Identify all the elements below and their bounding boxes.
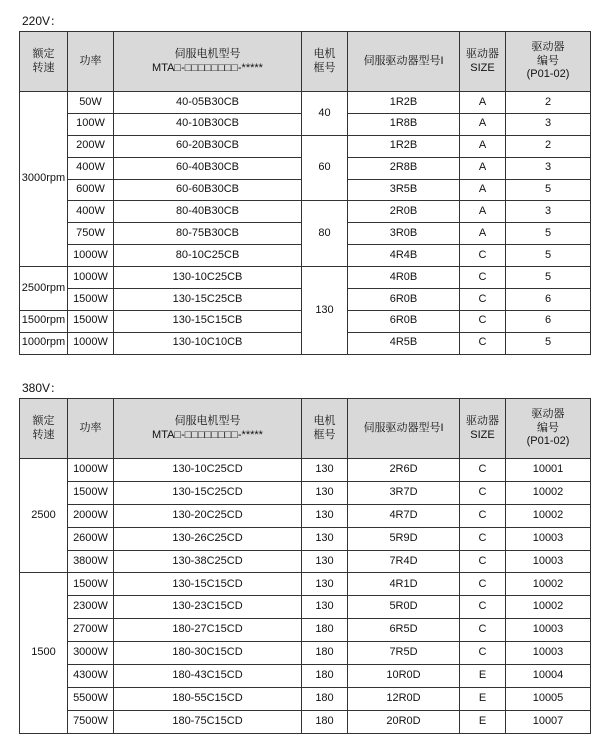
driver-size-cell: C bbox=[460, 573, 506, 596]
driver-code-cell: 6 bbox=[506, 310, 591, 332]
driver-code-cell: 10001 bbox=[506, 459, 591, 482]
power-cell: 100W bbox=[68, 113, 114, 135]
power-cell: 1500W bbox=[68, 573, 114, 596]
frame-cell: 180 bbox=[302, 665, 348, 688]
motor-model-cell: 130-10C10CB bbox=[114, 332, 302, 354]
section-title-380v: 380V： bbox=[22, 381, 63, 395]
table-row bbox=[20, 459, 591, 482]
header-driver-code: 驱动器 编号 (P01-02) bbox=[506, 399, 591, 459]
header-driver-model: 伺服驱动器型号I bbox=[348, 32, 460, 92]
driver-code-cell: 10002 bbox=[506, 596, 591, 619]
driver-size-cell: A bbox=[460, 201, 506, 223]
header-power: 功率 bbox=[68, 399, 114, 459]
power-cell: 400W bbox=[68, 157, 114, 179]
driver-size-cell: C bbox=[460, 289, 506, 311]
driver-model-cell: 2R8B bbox=[348, 157, 460, 179]
driver-model-cell: 1R2B bbox=[348, 92, 460, 114]
motor-model-cell: 130-38C25CD bbox=[114, 550, 302, 573]
driver-code-cell: 3 bbox=[506, 113, 591, 135]
power-cell: 2600W bbox=[68, 527, 114, 550]
driver-model-cell: 5R9D bbox=[348, 527, 460, 550]
driver-code-cell: 10003 bbox=[506, 527, 591, 550]
driver-model-cell: 3R5B bbox=[348, 179, 460, 201]
power-cell: 1000W bbox=[68, 332, 114, 354]
driver-model-cell: 4R0B bbox=[348, 267, 460, 289]
frame-cell: 180 bbox=[302, 687, 348, 710]
driver-size-cell: C bbox=[460, 550, 506, 573]
table-row bbox=[20, 527, 591, 550]
header-motor-model bbox=[114, 399, 302, 459]
motor-model-cell: 130-23C15CD bbox=[114, 596, 302, 619]
rated-speed-cell: 2500rpm bbox=[20, 267, 68, 311]
power-cell: 2700W bbox=[68, 619, 114, 642]
frame-cell: 130 bbox=[302, 504, 348, 527]
driver-model-cell: 20R0D bbox=[348, 710, 460, 733]
table-row bbox=[20, 504, 591, 527]
frame-cell: 130 bbox=[302, 481, 348, 504]
table-row bbox=[20, 267, 591, 289]
driver-code-cell: 10004 bbox=[506, 665, 591, 688]
motor-model-cell: 80-75B30CB bbox=[114, 223, 302, 245]
driver-size-cell: E bbox=[460, 710, 506, 733]
power-cell: 1500W bbox=[68, 310, 114, 332]
driver-size-cell: A bbox=[460, 113, 506, 135]
frame-cell: 130 bbox=[302, 459, 348, 482]
header-motor-model-label: 伺服电机型号 bbox=[174, 414, 241, 427]
rated-speed-cell: 1000rpm bbox=[20, 332, 68, 354]
driver-code-cell: 5 bbox=[506, 223, 591, 245]
driver-model-cell: 6R0B bbox=[348, 289, 460, 311]
motor-model-cell: 130-26C25CD bbox=[114, 527, 302, 550]
table-row bbox=[20, 619, 591, 642]
power-cell: 2300W bbox=[68, 596, 114, 619]
motor-model-cell: 180-55C15CD bbox=[114, 687, 302, 710]
frame-cell: 180 bbox=[302, 642, 348, 665]
motor-model-cell: 180-75C15CD bbox=[114, 710, 302, 733]
driver-size-cell: C bbox=[460, 245, 506, 267]
driver-model-cell: 6R5D bbox=[348, 619, 460, 642]
motor-model-cell: 130-15C25CD bbox=[114, 481, 302, 504]
header-driver-model: 伺服驱动器型号I bbox=[348, 399, 460, 459]
power-cell: 3000W bbox=[68, 642, 114, 665]
driver-model-cell: 4R4B bbox=[348, 245, 460, 267]
driver-size-cell: C bbox=[460, 332, 506, 354]
power-cell: 200W bbox=[68, 135, 114, 157]
header-rated-speed: 额定 转速 bbox=[20, 399, 68, 459]
driver-code-cell: 2 bbox=[506, 135, 591, 157]
header-driver-code: 驱动器 编号 (P01-02) bbox=[506, 32, 591, 92]
motor-model-cell: 180-27C15CD bbox=[114, 619, 302, 642]
driver-size-cell: C bbox=[460, 619, 506, 642]
motor-model-cell: 130-10C25CB bbox=[114, 267, 302, 289]
frame-cell: 130 bbox=[302, 596, 348, 619]
power-cell: 7500W bbox=[68, 710, 114, 733]
driver-model-cell: 3R7D bbox=[348, 481, 460, 504]
driver-size-cell: E bbox=[460, 665, 506, 688]
frame-cell: 130 bbox=[302, 527, 348, 550]
power-cell: 600W bbox=[68, 179, 114, 201]
driver-model-cell: 10R0D bbox=[348, 665, 460, 688]
driver-code-cell: 10002 bbox=[506, 504, 591, 527]
rated-speed-cell: 1500rpm bbox=[20, 310, 68, 332]
driver-size-cell: A bbox=[460, 92, 506, 114]
driver-model-cell: 7R4D bbox=[348, 550, 460, 573]
table-row bbox=[20, 596, 591, 619]
motor-model-cell: 130-15C25CB bbox=[114, 289, 302, 311]
rated-speed-cell: 3000rpm bbox=[20, 92, 68, 267]
driver-model-cell: 4R5B bbox=[348, 332, 460, 354]
header-rated-speed: 额定 转速 bbox=[20, 32, 68, 92]
driver-size-cell: A bbox=[460, 157, 506, 179]
driver-model-cell: 1R8B bbox=[348, 113, 460, 135]
driver-code-cell: 10003 bbox=[506, 550, 591, 573]
table-row bbox=[20, 135, 591, 157]
motor-model-cell: 130-10C25CD bbox=[114, 459, 302, 482]
driver-size-cell: C bbox=[460, 504, 506, 527]
frame-cell: 130 bbox=[302, 573, 348, 596]
driver-size-cell: C bbox=[460, 459, 506, 482]
motor-model-cell: 60-60B30CB bbox=[114, 179, 302, 201]
driver-size-cell: A bbox=[460, 179, 506, 201]
driver-code-cell: 10003 bbox=[506, 642, 591, 665]
driver-code-cell: 2 bbox=[506, 92, 591, 114]
motor-model-cell: 180-30C15CD bbox=[114, 642, 302, 665]
motor-model-cell: 80-40B30CB bbox=[114, 201, 302, 223]
header-row bbox=[20, 32, 591, 92]
power-cell: 1000W bbox=[68, 267, 114, 289]
section-title-220v: 220V： bbox=[22, 14, 63, 28]
motor-model-cell: 130-15C15CB bbox=[114, 310, 302, 332]
power-cell: 1500W bbox=[68, 289, 114, 311]
motor-model-cell: 40-05B30CB bbox=[114, 92, 302, 114]
power-cell: 750W bbox=[68, 223, 114, 245]
frame-cell: 60 bbox=[302, 135, 348, 201]
driver-size-cell: C bbox=[460, 267, 506, 289]
power-cell: 1500W bbox=[68, 481, 114, 504]
power-cell: 1000W bbox=[68, 245, 114, 267]
frame-cell: 40 bbox=[302, 92, 348, 136]
driver-size-cell: C bbox=[460, 481, 506, 504]
power-cell: 1000W bbox=[68, 459, 114, 482]
frame-cell: 180 bbox=[302, 619, 348, 642]
driver-code-cell: 5 bbox=[506, 267, 591, 289]
motor-model-cell: 130-15C15CD bbox=[114, 573, 302, 596]
driver-size-cell: E bbox=[460, 687, 506, 710]
motor-model-cell: 180-43C15CD bbox=[114, 665, 302, 688]
driver-size-cell: A bbox=[460, 135, 506, 157]
motor-model-cell: 60-20B30CB bbox=[114, 135, 302, 157]
header-frame: 电机 框号 bbox=[302, 399, 348, 459]
header-frame: 电机 框号 bbox=[302, 32, 348, 92]
table-row bbox=[20, 550, 591, 573]
header-motor-model-pattern: MTA□-□□□□□□□□-***** bbox=[152, 428, 263, 441]
header-motor-model-pattern: MTA□-□□□□□□□□-***** bbox=[152, 61, 263, 74]
driver-model-cell: 2R0B bbox=[348, 201, 460, 223]
header-row bbox=[20, 399, 591, 459]
power-cell: 5500W bbox=[68, 687, 114, 710]
driver-model-cell: 7R5D bbox=[348, 642, 460, 665]
driver-model-cell: 1R2B bbox=[348, 135, 460, 157]
motor-model-cell: 60-40B30CB bbox=[114, 157, 302, 179]
driver-model-cell: 2R6D bbox=[348, 459, 460, 482]
driver-code-cell: 10003 bbox=[506, 619, 591, 642]
driver-code-cell: 5 bbox=[506, 332, 591, 354]
frame-cell: 180 bbox=[302, 710, 348, 733]
table-row bbox=[20, 642, 591, 665]
table-row bbox=[20, 710, 591, 733]
header-power: 功率 bbox=[68, 32, 114, 92]
driver-code-cell: 10002 bbox=[506, 481, 591, 504]
driver-size-cell: C bbox=[460, 310, 506, 332]
power-cell: 50W bbox=[68, 92, 114, 114]
header-driver-size: 驱动器 SIZE bbox=[460, 399, 506, 459]
driver-model-cell: 12R0D bbox=[348, 687, 460, 710]
table-row bbox=[20, 201, 591, 223]
frame-cell: 130 bbox=[302, 550, 348, 573]
power-cell: 400W bbox=[68, 201, 114, 223]
motor-model-cell: 40-10B30CB bbox=[114, 113, 302, 135]
table-row bbox=[20, 573, 591, 596]
motor-model-cell: 130-20C25CD bbox=[114, 504, 302, 527]
table-row bbox=[20, 665, 591, 688]
frame-cell: 130 bbox=[302, 267, 348, 355]
rated-speed-cell: 2500 bbox=[20, 459, 68, 573]
header-motor-model bbox=[114, 32, 302, 92]
header-driver-size: 驱动器 SIZE bbox=[460, 32, 506, 92]
driver-code-cell: 6 bbox=[506, 289, 591, 311]
header-motor-model-label: 伺服电机型号 bbox=[174, 47, 241, 60]
driver-size-cell: A bbox=[460, 223, 506, 245]
table-row bbox=[20, 481, 591, 504]
driver-model-cell: 3R0B bbox=[348, 223, 460, 245]
power-cell: 3800W bbox=[68, 550, 114, 573]
driver-code-cell: 5 bbox=[506, 245, 591, 267]
driver-size-cell: C bbox=[460, 642, 506, 665]
table-row bbox=[20, 92, 591, 114]
power-cell: 4300W bbox=[68, 665, 114, 688]
frame-cell: 80 bbox=[302, 201, 348, 267]
driver-model-cell: 4R1D bbox=[348, 573, 460, 596]
driver-model-cell: 5R0D bbox=[348, 596, 460, 619]
driver-code-cell: 3 bbox=[506, 157, 591, 179]
spec-table-220v bbox=[19, 31, 591, 355]
driver-size-cell: C bbox=[460, 596, 506, 619]
driver-code-cell: 10005 bbox=[506, 687, 591, 710]
motor-model-cell: 80-10C25CB bbox=[114, 245, 302, 267]
driver-code-cell: 5 bbox=[506, 179, 591, 201]
driver-size-cell: C bbox=[460, 527, 506, 550]
driver-code-cell: 10007 bbox=[506, 710, 591, 733]
rated-speed-cell: 1500 bbox=[20, 573, 68, 733]
spec-table-380v bbox=[19, 398, 591, 734]
driver-model-cell: 6R0B bbox=[348, 310, 460, 332]
driver-code-cell: 10002 bbox=[506, 573, 591, 596]
driver-model-cell: 4R7D bbox=[348, 504, 460, 527]
driver-code-cell: 3 bbox=[506, 201, 591, 223]
table-row bbox=[20, 687, 591, 710]
power-cell: 2000W bbox=[68, 504, 114, 527]
